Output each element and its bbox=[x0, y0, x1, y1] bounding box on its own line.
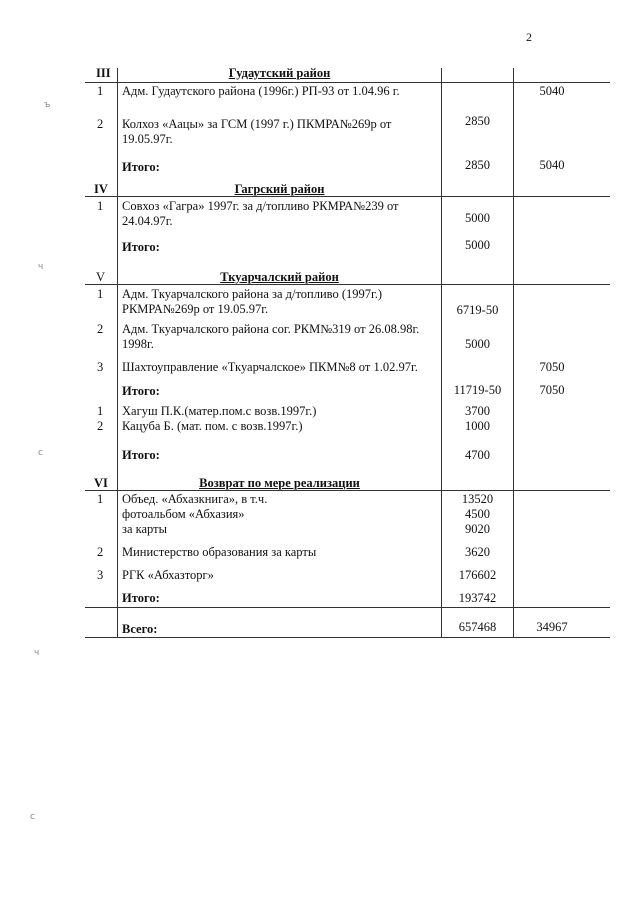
col-divider-3 bbox=[513, 68, 514, 638]
row-text: Министерство образования за карты bbox=[122, 545, 317, 559]
total-label: Итого: bbox=[122, 384, 160, 398]
section-roman: IV bbox=[94, 182, 108, 196]
scan-mark: с bbox=[30, 812, 35, 822]
row-number: 1 bbox=[97, 84, 104, 98]
row-number: 1 bbox=[97, 287, 104, 301]
row-text-line2: 19.05.97г. bbox=[122, 132, 173, 146]
row-value-col1: 6719-50 bbox=[456, 303, 499, 317]
total-label: Итого: bbox=[122, 591, 160, 605]
row-text-line1: Колхоз «Аацы» за ГСМ (1997 г.) ПКМРА№269р от bbox=[122, 117, 392, 131]
total-value-col2: 5040 bbox=[539, 158, 565, 172]
scan-mark: ч bbox=[34, 648, 40, 658]
grand-total-col2: 34967 bbox=[536, 620, 568, 634]
row-value-col1: 1000 bbox=[465, 419, 490, 433]
row-text-line1: Адм. Ткуарчалского района сог. РКМ№319 от 26.08.98г. bbox=[122, 322, 420, 336]
row-text: РГК «Абхазторг» bbox=[122, 568, 214, 582]
scan-mark: ъ bbox=[44, 100, 51, 110]
row-value-col1: 9020 bbox=[465, 522, 490, 536]
section-title: Гудаутский район bbox=[228, 66, 331, 80]
row-number: 1 bbox=[97, 404, 104, 418]
row-number: 1 bbox=[97, 492, 104, 506]
col-divider-1 bbox=[117, 68, 118, 638]
section-title: Гагрский район bbox=[234, 182, 325, 196]
grand-total-label: Всего: bbox=[122, 622, 158, 636]
row-text-line2: РКМРА№269р от 19.05.97г. bbox=[122, 302, 269, 316]
row-text: Адм. Гудаутского района (1996г.) РП-93 от 1.04.96 г. bbox=[122, 84, 400, 98]
row-text: Кацуба Б. (мат. пом. с возв.1997г.) bbox=[122, 419, 303, 433]
row-value-col1: 3620 bbox=[465, 545, 490, 559]
total-value-col1: 4700 bbox=[465, 448, 490, 462]
row-value-col1: 4500 bbox=[465, 507, 490, 521]
total-value-col1: 5000 bbox=[465, 238, 490, 252]
total-value-col1: 193742 bbox=[458, 591, 497, 605]
section-roman: VI bbox=[94, 476, 108, 490]
row-number: 2 bbox=[97, 545, 104, 559]
row-text: Шахтоуправление «Ткуарчалское» ПКМ№8 от 1.02.97г. bbox=[122, 360, 418, 374]
total-label: Итого: bbox=[122, 448, 160, 462]
row-value-col1: 5000 bbox=[465, 337, 490, 351]
row-number: 1 bbox=[97, 199, 104, 213]
row-text-line1: Совхоз «Гагра» 1997г. за д/топливо РКМРА№239 от bbox=[122, 199, 399, 213]
row-value-col1: 2850 bbox=[465, 114, 490, 128]
row-text-line1: Адм. Ткуарчалского района за д/топливо (1997г.) bbox=[122, 287, 383, 301]
row-text: Хагуш П.К.(матер.пом.с возв.1997г.) bbox=[122, 404, 317, 418]
row-text-line2: 24.04.97г. bbox=[122, 214, 173, 228]
row-text-line3: за карты bbox=[122, 522, 167, 536]
total-label: Итого: bbox=[122, 160, 160, 174]
row-number: 2 bbox=[97, 117, 104, 131]
section-title: Возврат по мере реализации bbox=[199, 476, 360, 490]
row-number: 3 bbox=[97, 568, 104, 582]
page-number: 2 bbox=[526, 30, 532, 44]
section-roman: III bbox=[96, 66, 111, 80]
row-line bbox=[85, 607, 610, 608]
row-number: 2 bbox=[97, 419, 104, 433]
section-roman: V bbox=[96, 270, 106, 284]
row-value-col1: 13520 bbox=[461, 492, 494, 506]
total-value-col1: 2850 bbox=[465, 158, 490, 172]
total-value-col1: 11719-50 bbox=[453, 383, 502, 397]
row-line bbox=[85, 637, 610, 638]
row-number: 3 bbox=[97, 360, 104, 374]
row-value-col1: 176602 bbox=[458, 568, 497, 582]
row-text-line1: Объед. «Абхазкнига», в т.ч. bbox=[122, 492, 268, 506]
scan-mark: ч bbox=[38, 262, 44, 272]
row-value-col1: 3700 bbox=[465, 404, 490, 418]
row-text-line2: 1998г. bbox=[122, 337, 154, 351]
row-value-col2: 5040 bbox=[539, 84, 565, 98]
section-title: Ткуарчалский район bbox=[220, 270, 339, 284]
scan-mark: с bbox=[38, 448, 43, 458]
grand-total-col1: 657468 bbox=[458, 620, 497, 634]
total-value-col2: 7050 bbox=[539, 383, 565, 397]
row-text-line2: фотоальбом «Абхазия» bbox=[122, 507, 245, 521]
row-line bbox=[85, 82, 610, 83]
row-number: 2 bbox=[97, 322, 104, 336]
row-value-col1: 5000 bbox=[465, 211, 490, 225]
row-value-col2: 7050 bbox=[539, 360, 565, 374]
total-label: Итого: bbox=[122, 240, 160, 254]
